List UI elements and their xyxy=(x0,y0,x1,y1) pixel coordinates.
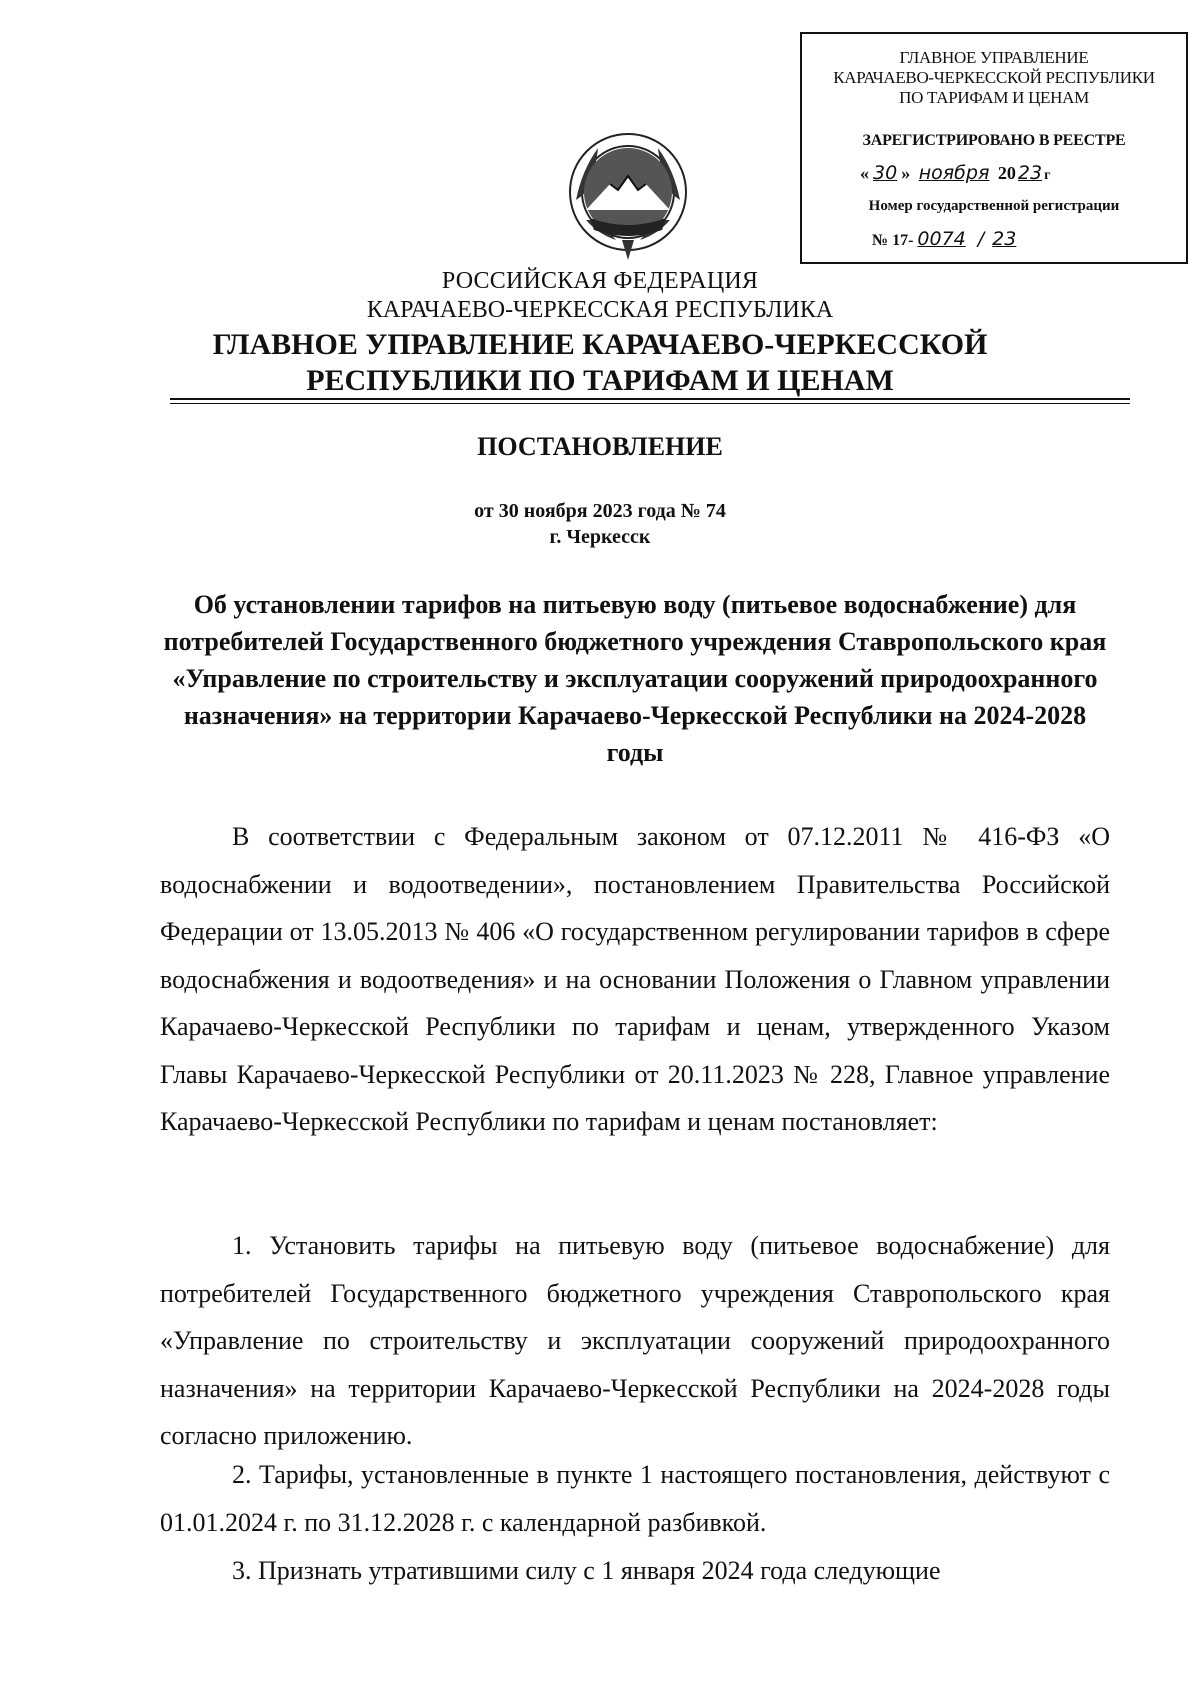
header-org-line2: РЕСПУБЛИКИ ПО ТАРИФАМ И ЦЕНАМ xyxy=(306,364,894,397)
stamp-date-suffix: г xyxy=(1044,168,1051,183)
stamp-registered-label: ЗАРЕГИСТРИРОВАНО В РЕЕСТРЕ xyxy=(862,132,1126,149)
paragraph-item-2 xyxy=(160,1451,1110,1546)
header-republic: КАРАЧАЕВО-ЧЕРКЕССКАЯ РЕСПУБЛИКА xyxy=(366,297,834,323)
stamp-number-main: 0074 xyxy=(917,228,966,250)
document-title: Об установлении тарифов на питьевую воду (питьевое водоснабжение) для потребителей Государственного бюджетного учреждения Ставропольского края «Управление по строительству и эксплуатации сооружений природоохранного назначения» на территории Карачаево-Черкесской Республики на 2024-2028 годы xyxy=(163,590,1107,767)
header-org-line1: ГЛАВНОЕ УПРАВЛЕНИЕ КАРАЧАЕВО-ЧЕРКЕССКОЙ xyxy=(212,328,988,361)
paragraph-text: 1. Установить тарифы на питьевую воду (питьевое водоснабжение) для потребителей Государственного бюджетного учреждения Ставропольского края «Управление по строительству и эксплуатации сооружений природоохранного назначения» на территории Карачаево-Черкесской Республики на 2024-2028 годы согласно приложению. xyxy=(160,1231,1110,1450)
paragraph-text: 2. Тарифы, установленные в пункте 1 настоящего постановления, действуют с 01.01.2024 г. по 31.12.2028 г. с календарной разбивкой. xyxy=(160,1460,1110,1537)
paragraph-item-1 xyxy=(160,1222,1110,1460)
document-type: ПОСТАНОВЛЕНИЕ xyxy=(477,432,723,461)
stamp-date xyxy=(860,162,1050,184)
header-country: РОССИЙСКАЯ ФЕДЕРАЦИЯ xyxy=(441,268,759,294)
stamp-number-year: 23 xyxy=(992,228,1017,250)
document-city: г. Черкесск xyxy=(549,526,651,548)
stamp-date-day: 30 xyxy=(873,162,898,184)
stamp-number xyxy=(872,228,1020,250)
republic-coat-of-arms-icon xyxy=(566,120,690,270)
stamp-date-year-prefix: 20 xyxy=(997,163,1016,183)
registration-stamp xyxy=(800,32,1188,264)
stamp-date-mid: » xyxy=(901,163,911,183)
stamp-date-month: ноября xyxy=(918,162,990,184)
stamp-number-title: Номер государственной регистрации xyxy=(868,198,1120,214)
document-date-number: от 30 ноября 2023 года № 74 xyxy=(474,500,726,522)
paragraph-text: В соответствии с Федеральным законом от 07.12.2011 № 416-ФЗ «О водоснабжении и водоотведении», постановлением Правительства Российской Федерации от 13.05.2013 № 406 «О государственном регулировании тарифов в сфере водоснабжения и водоотведения» и на основании Положения о Главном управлении Карачаево-Черкесской Республики по тарифам и ценам, утвержденного Указом Главы Карачаево-Черкесской Республики от 20.11.2023 № 228, Главное управление Карачаево-Черкесской Республики по тарифам и ценам постановляет: xyxy=(160,822,1110,1136)
paragraph-text: 3. Признать утратившими силу с 1 января 2024 года следующие xyxy=(232,1556,941,1585)
stamp-number-sep: / xyxy=(977,228,985,250)
stamp-date-open: « xyxy=(860,163,869,183)
stamp-org-line3: ПО ТАРИФАМ И ЦЕНАМ xyxy=(899,88,1089,107)
header-organization xyxy=(0,327,1200,399)
stamp-org-line1: ГЛАВНОЕ УПРАВЛЕНИЕ xyxy=(899,48,1089,67)
stamp-org-line2: КАРАЧАЕВО-ЧЕРКЕССКОЙ РЕСПУБЛИКИ xyxy=(833,68,1155,87)
paragraph-item-3 xyxy=(160,1547,1110,1595)
header-divider-thin xyxy=(170,403,1130,404)
stamp-organization xyxy=(802,48,1186,108)
document-date-block xyxy=(0,498,1200,550)
header-divider xyxy=(170,398,1130,400)
paragraph-preamble xyxy=(160,813,1110,1146)
stamp-number-prefix: № 17- xyxy=(872,232,914,249)
stamp-date-year: 23 xyxy=(1017,162,1043,184)
